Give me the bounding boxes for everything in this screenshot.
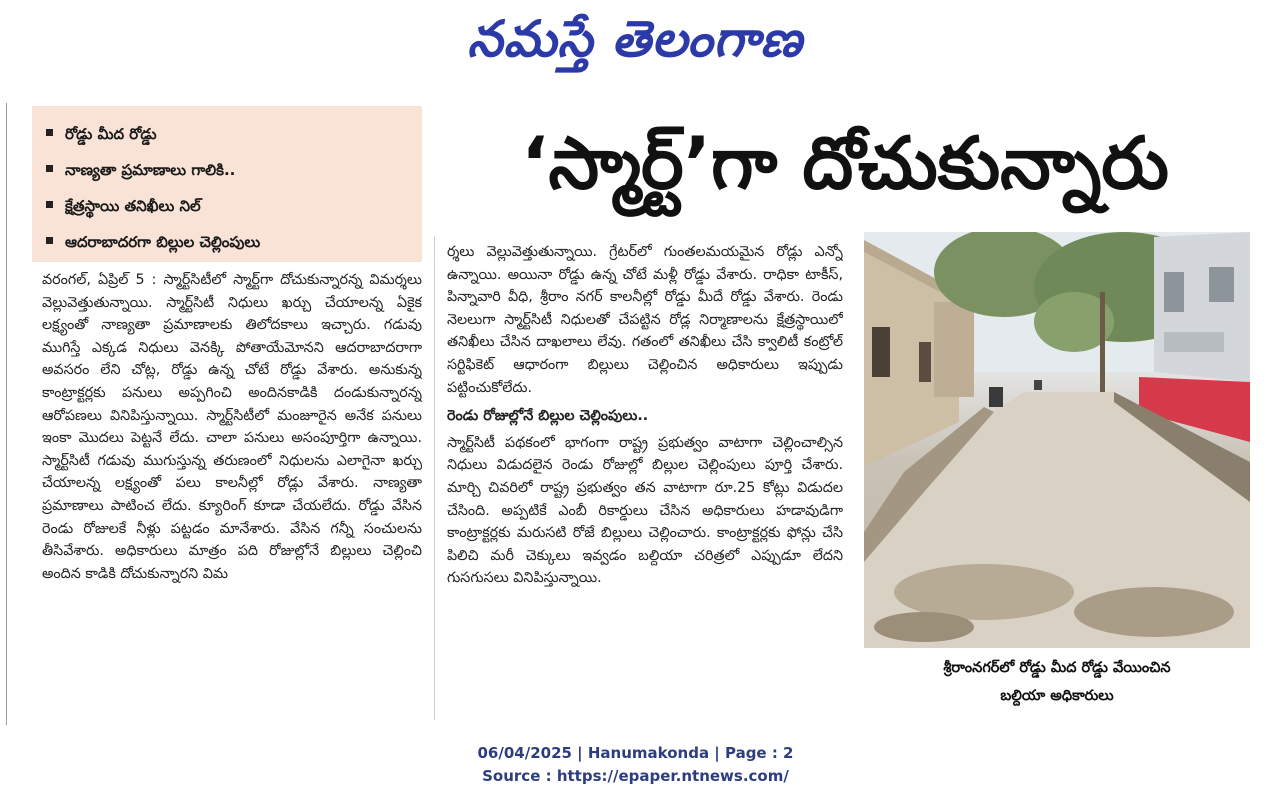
bullet-square-icon bbox=[46, 201, 53, 208]
bullet-square-icon bbox=[46, 165, 53, 172]
clip-border bbox=[6, 103, 7, 725]
highlight-item bbox=[46, 188, 422, 224]
highlight-text: క్షేత్రస్థాయి తనిఖీలు నిల్ bbox=[65, 197, 201, 215]
footer-source-link[interactable]: Source : https://epaper.ntnews.com/ bbox=[482, 767, 789, 785]
highlight-item bbox=[46, 224, 422, 260]
article-column-2 bbox=[447, 241, 843, 721]
article-column-1 bbox=[42, 269, 422, 719]
article-paragraph: స్మార్ట్‌సిటీ పథకంలో భాగంగా రాష్ట్ర ప్రభుత్వం వాటాగా చెల్లించాల్సిన నిధులు విడుదలైన రెండు రోజుల్లో బిల్లుల చెల్లింపులు పూర్తి చేశారు. మార్చి చివరిలో రాష్ట్ర ప్రభుత్వం తన వాటాగా రూ.25 కోట్లు విడుదల చేసింది. అప్పటికే ఎంబీ రికార్డులు చేసిన అధికారులు హడావుడిగా కాంట్రాక్టర్లకు మరుసటి రోజే బిల్లులు చెల్లించారు. కాంట్రాక్టర్లకు ఫోన్లు చేసి పిలిచి మరీ చెక్కులు ఇవ్వడం బల్దియా చరిత్రలో ఎప్పుడూ లేదని గుసగుసలు వినిపిస్తున్నాయి. bbox=[447, 434, 843, 587]
footer-date-edition: 06/04/2025 | Hanumakonda | Page : 2 bbox=[477, 744, 794, 762]
article-paragraph: ర్శలు వెల్లువెత్తుతున్నాయి. గ్రేటర్‌లో గుంతలమయమైన రోడ్లు ఎన్నో ఉన్నాయి. అయినా రోడ్డు ఉన్న చోటే మళ్లీ రోడ్డు వేశారు. రాధికా టాకీస్, పిన్నావారి వీధి, శ్రీరాం నగర్ కాలనీల్లో రోడ్డు మీదే రోడ్డు వేశారు. రెండు నెలలుగా స్మార్ట్‌సిటీ నిధులతో చేపట్టిన రోడ్ల నిర్మాణాలను క్షేత్రస్థాయిలో తనిఖీలు చేసిన దాఖలాలు లేవు. గతంలో తనిఖీలు చేసి క్వాలిటీ కంట్రోల్ సర్టిఫికెట్ ఆధారంగా బిల్లులు చెల్లించిన అధికారులు ఇప్పుడు పట్టించుకోలేదు. bbox=[447, 244, 843, 396]
news-photo bbox=[864, 232, 1250, 648]
article-subheading: రెండు రోజుల్లోనే బిల్లుల చెల్లింపులు.. bbox=[447, 408, 649, 425]
caption-line: బల్దియా అధికారులు bbox=[1000, 688, 1114, 704]
article-headline: ‘స్మార్ట్’గా దోచుకున్నారు bbox=[521, 121, 1169, 205]
highlight-text: ఆదరాబాదరగా బిల్లుల చెల్లింపులు bbox=[65, 233, 261, 251]
article-paragraph: వరంగల్, ఏప్రిల్ 5 : స్మార్ట్‌సిటీలో స్మార్ట్‌గా దోచుకున్నారన్న విమర్శలు వెల్లువెత్తుతున్నాయి. స్మార్ట్‌సిటీ నిధులు ఖర్చు చేయాలన్న ఏకైక లక్ష్యంతో నాణ్యతా ప్రమాణాలకు తిలోదకాలు ఇచ్చారు. గడువు ముగిస్తే ఎక్కడ నిధులు వెనక్కి పోతాయేమోనని ఆదరాబాదరాగా అవసరం లేని చోట్ల, రోడ్డు ఉన్న చోటే రోడ్డు వేశారు. అనుకున్న కాంట్రాక్టర్లకు పనులు అప్పగించి అందినకాడికి దండుకున్నారన్న ఆరోపణలు వినిపిస్తున్నాయి. స్మార్ట్‌సిటీలో మంజూరైన అనేక పనులు ఇంకా మొదలు పెట్టనే లేదు. చాలా పనులు అసంపూర్తిగా ఉన్నాయి. స్మార్ట్‌సిటీ గడువు ముగుస్తున్న తరుణంలో నిధులను ఎలాగైనా ఖర్చు చేయాలన్న లక్ష్యంతో పలు కాలనీల్లో రోడ్లు వేశారు. నాణ్యతా ప్రమాణాలు పాటించ లేదు. క్యూరింగ్ కూడా చేయలేదు. రోడ్డు వేసిన రెండు రోజులకే నీళ్లు పట్టడం మానేశారు. వేసిన గన్నీ సంచులను తీసివేశారు. అధికారులు మాత్రం పది రోజుల్లోనే బిల్లులు చెల్లించి అందిన కాడికి దోచుకున్నారని విమ bbox=[42, 272, 422, 582]
highlights-box bbox=[32, 106, 422, 262]
highlight-text: రోడ్డు మీద రోడ్డు bbox=[65, 125, 157, 143]
caption-line: శ్రీరాంనగర్‌లో రోడ్డు మీద రోడ్డు వేయించిన bbox=[943, 660, 1171, 676]
highlight-item bbox=[46, 116, 422, 152]
masthead-logo: నమస్తే తెలంగాణ bbox=[467, 10, 803, 68]
bullet-square-icon bbox=[46, 237, 53, 244]
photo-caption bbox=[864, 654, 1250, 714]
highlight-text: నాణ్యతా ప్రమాణాలు గాలికి.. bbox=[65, 161, 236, 179]
bullet-square-icon bbox=[46, 129, 53, 136]
road-photo-illustration bbox=[864, 232, 1250, 648]
page-footer bbox=[0, 742, 1271, 788]
column-divider bbox=[434, 236, 435, 720]
highlight-item bbox=[46, 152, 422, 188]
